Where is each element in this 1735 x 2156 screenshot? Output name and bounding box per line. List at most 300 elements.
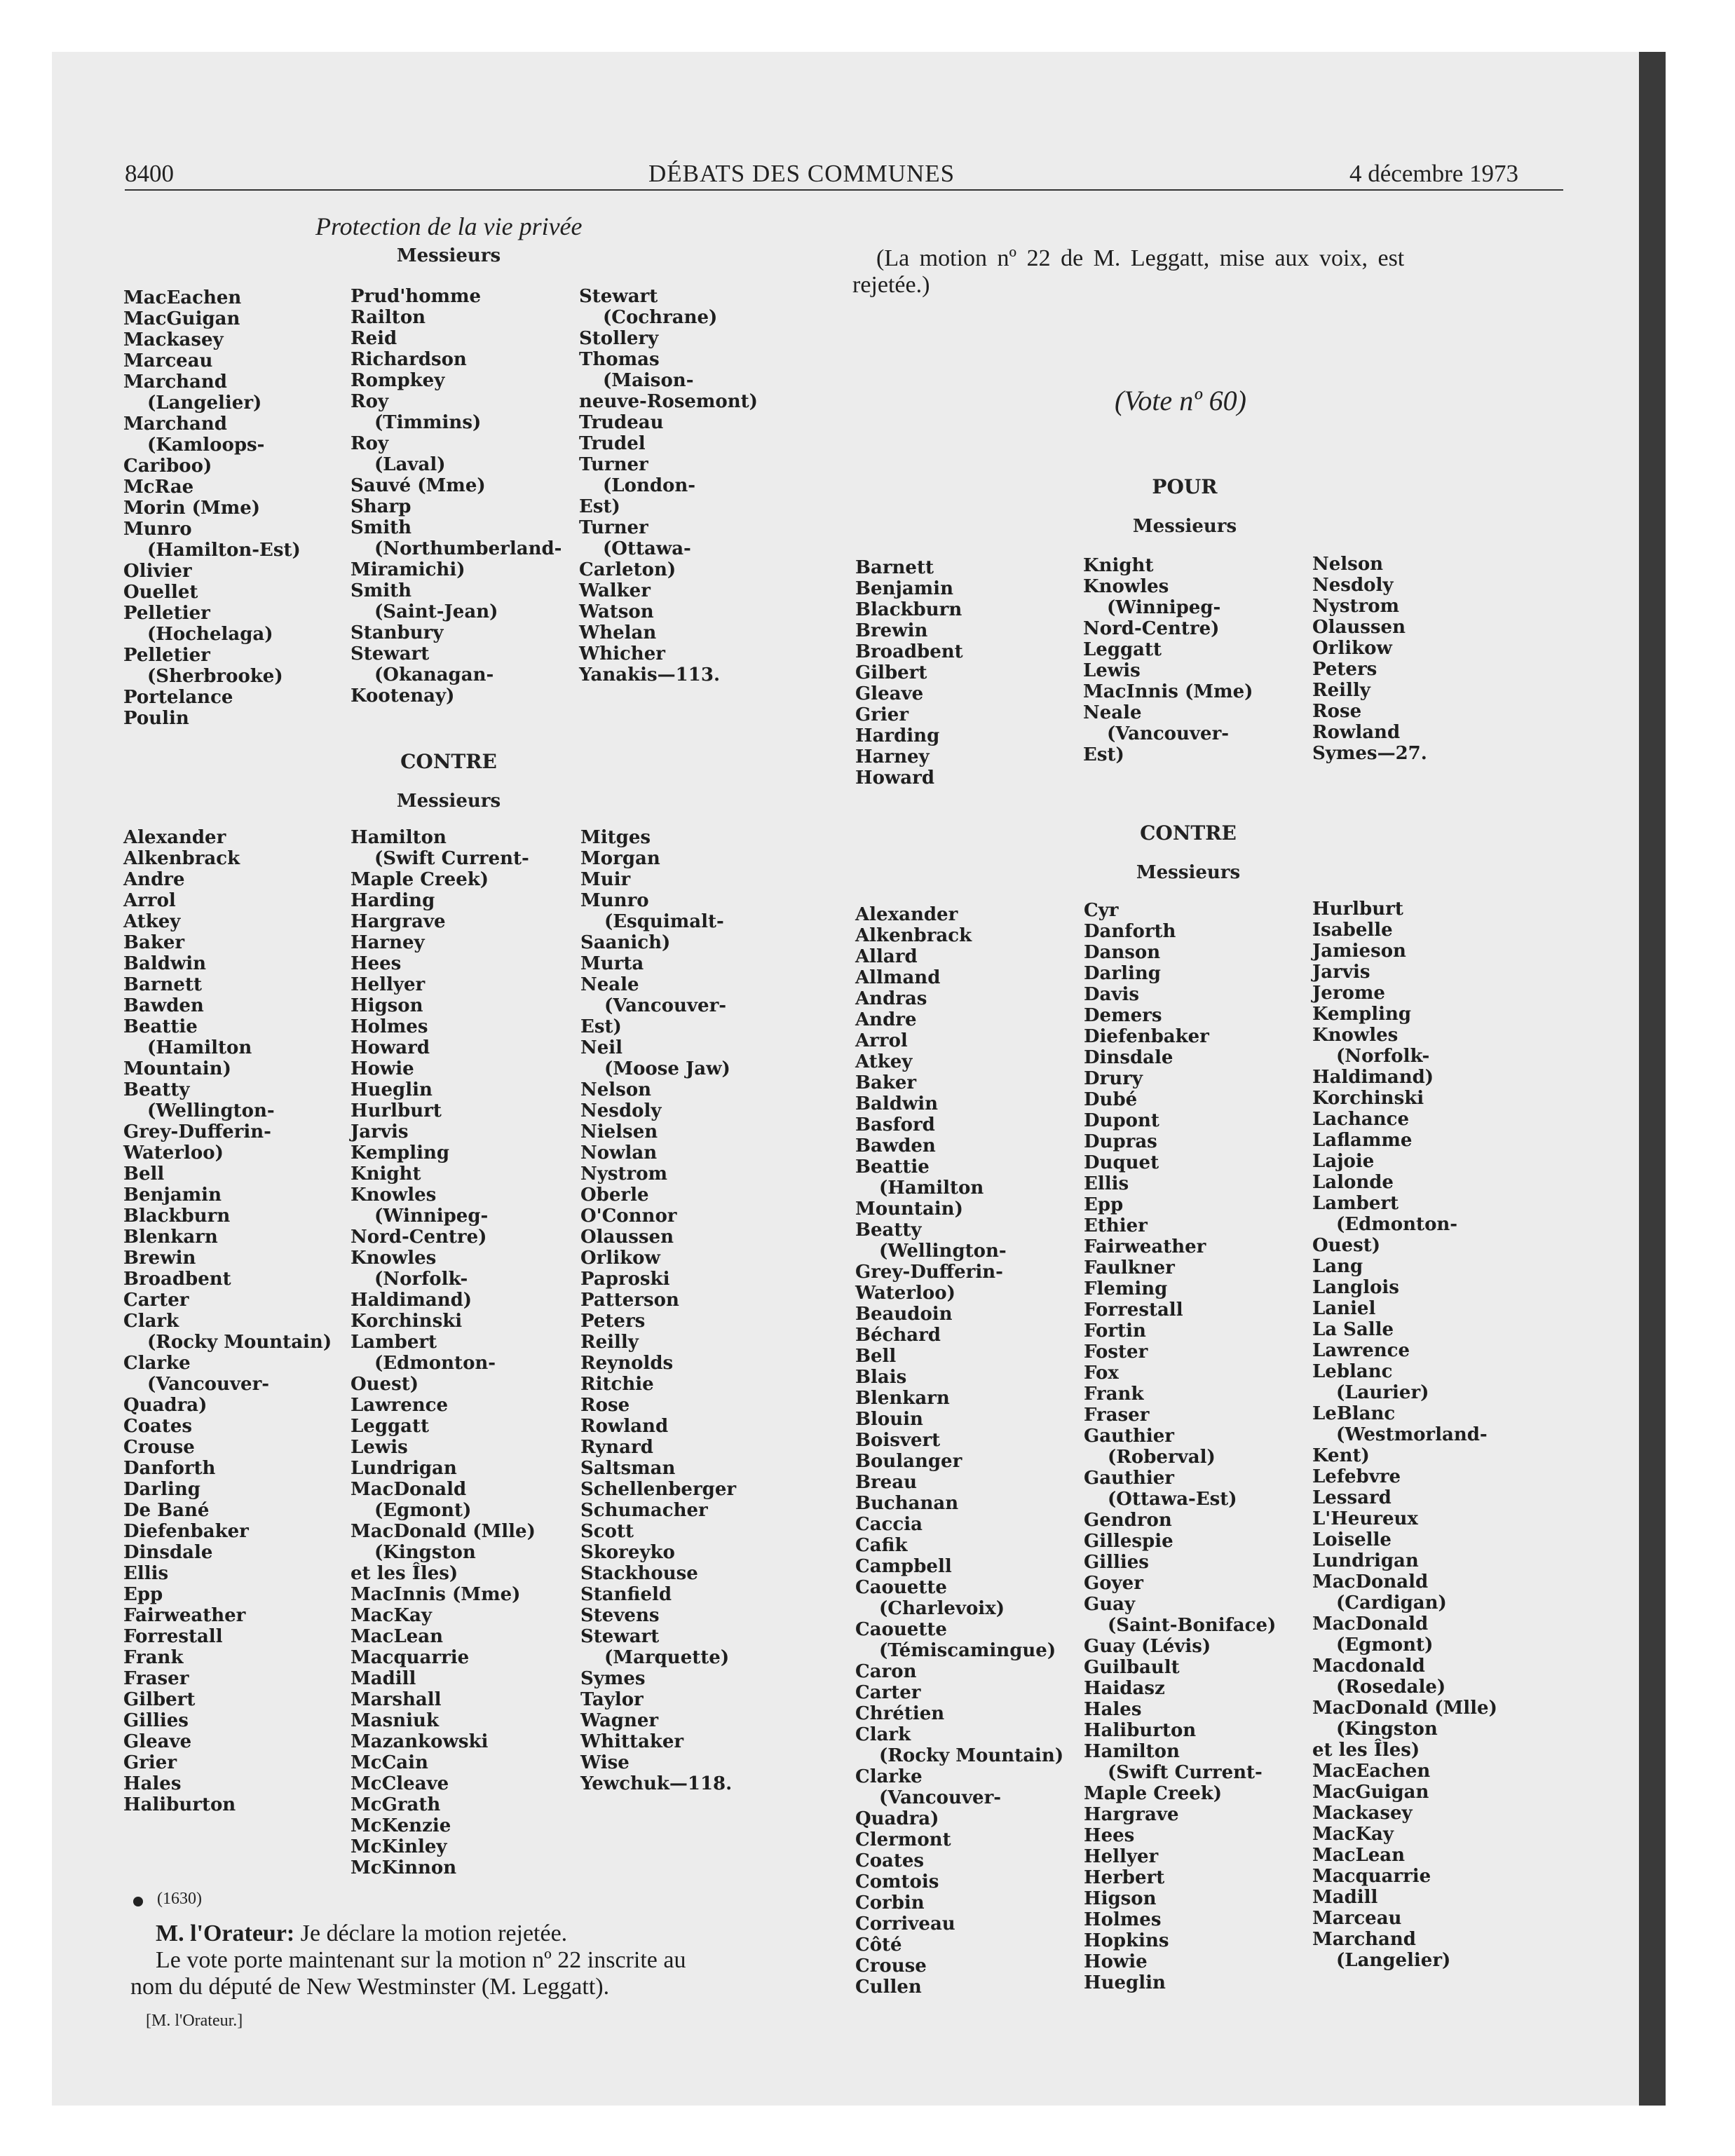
member-name: Stewart: [351, 643, 430, 664]
riding-label: (Roberval): [1108, 1447, 1216, 1468]
member-name: MacDonald: [1312, 1571, 1429, 1592]
member-name: Goyer: [1084, 1573, 1143, 1594]
member-name: Ouest): [351, 1374, 419, 1395]
member-name: Gillies: [123, 1710, 189, 1731]
member-name: Nelson: [1312, 554, 1384, 575]
member-name: Holmes: [1084, 1909, 1162, 1930]
member-name: Maple Creek): [351, 869, 489, 890]
riding-label: (Ottawa-Est): [1108, 1489, 1237, 1510]
member-name: Nord-Centre): [1083, 618, 1220, 639]
page-date: 4 décembre 1973: [1349, 160, 1519, 187]
right-contre-col2: [1084, 900, 1276, 1993]
member-name: Nelson: [580, 1079, 652, 1100]
member-name: Richardson: [351, 349, 467, 370]
riding-label: (Sherbrooke): [147, 666, 283, 687]
member-name: Carleton): [579, 559, 676, 580]
member-name: Barnett: [123, 974, 202, 995]
riding-label: (Wellington-: [879, 1241, 1007, 1262]
member-name: Grier: [123, 1752, 177, 1773]
time-marker: (1630): [157, 1890, 202, 1908]
member-name: Stanfield: [580, 1584, 672, 1605]
riding-label: (Cardigan): [1336, 1592, 1447, 1613]
member-name: Madill: [351, 1668, 416, 1689]
member-name: McRae: [123, 477, 194, 498]
member-name: Roy: [351, 391, 389, 412]
member-name: Haldimand): [1312, 1067, 1434, 1088]
member-name: Danforth: [123, 1458, 216, 1479]
member-name: Dubé: [1084, 1089, 1138, 1110]
member-name: Symes—27.: [1312, 743, 1427, 764]
riding-label: (Egmont): [374, 1500, 472, 1521]
member-name: Jamieson: [1312, 941, 1406, 962]
member-name: Marchand: [123, 414, 227, 435]
member-name: Nielsen: [580, 1121, 658, 1142]
member-name: Carter: [855, 1682, 921, 1703]
riding-label: (Vancouver-: [1107, 723, 1230, 744]
member-name: Clark: [123, 1311, 179, 1332]
member-name: Gilbert: [855, 662, 927, 683]
member-name: Higson: [351, 995, 423, 1016]
member-name: Peters: [580, 1311, 646, 1332]
member-name: Rowland: [580, 1416, 669, 1437]
member-name: Clark: [855, 1724, 911, 1745]
member-name: Waterloo): [855, 1283, 955, 1304]
member-name: Est): [1083, 744, 1124, 765]
member-name: Bell: [855, 1346, 897, 1367]
member-name: Howard: [855, 767, 935, 789]
member-name: Portelance: [123, 687, 233, 708]
member-name: MacLean: [1312, 1845, 1406, 1866]
member-name: Crouse: [855, 1956, 927, 1977]
member-name: Coates: [123, 1416, 193, 1437]
member-name: Pelletier: [123, 645, 210, 666]
riding-label: (Norfolk-: [374, 1269, 468, 1290]
member-name: Ethier: [1084, 1215, 1148, 1236]
member-name: Loiselle: [1312, 1529, 1392, 1550]
member-name: Whelan: [579, 622, 657, 643]
member-name: Holmes: [351, 1016, 428, 1037]
riding-label: (Marquette): [604, 1647, 730, 1668]
riding-label: (Hamilton: [879, 1178, 984, 1199]
member-name: Caouette: [855, 1577, 947, 1598]
member-name: Trudel: [579, 433, 646, 454]
riding-label: (Ottawa-: [603, 538, 691, 559]
member-name: Kempling: [351, 1142, 450, 1164]
member-name: Arrol: [123, 890, 176, 911]
member-name: MacDonald: [351, 1479, 467, 1500]
riding-label: (Okanagan-: [374, 664, 494, 685]
member-name: Marceau: [1312, 1908, 1402, 1929]
left-contre-col1: [123, 827, 332, 1815]
member-name: Duquet: [1084, 1152, 1159, 1173]
member-name: Baldwin: [123, 953, 207, 974]
member-name: Munro: [123, 519, 192, 540]
member-name: Brewin: [855, 620, 928, 641]
member-name: MacInnis (Mme): [351, 1584, 521, 1605]
member-name: Roy: [351, 433, 389, 454]
riding-label: (Northumberland-: [374, 538, 562, 559]
member-name: Yanakis—113.: [579, 664, 720, 685]
member-name: Rose: [1312, 701, 1362, 722]
riding-label: (Edmonton-: [1336, 1214, 1458, 1235]
member-name: Basford: [855, 1114, 935, 1135]
member-name: Gauthier: [1084, 1426, 1174, 1447]
member-name: Corriveau: [855, 1913, 955, 1935]
member-name: Demers: [1084, 1005, 1162, 1026]
member-name: Foster: [1084, 1342, 1148, 1363]
member-name: Isabelle: [1312, 920, 1393, 941]
riding-label: (Langelier): [147, 393, 262, 414]
member-name: Bell: [123, 1164, 165, 1185]
member-name: Nesdoly: [580, 1100, 662, 1121]
member-name: Est): [579, 496, 620, 517]
member-name: Stevens: [580, 1605, 660, 1626]
member-name: Hamilton: [351, 827, 447, 848]
member-name: Danson: [1084, 942, 1161, 963]
member-name: Quadra): [123, 1395, 207, 1416]
riding-label: (Vancouver-: [604, 995, 727, 1016]
member-name: Leggatt: [1083, 639, 1162, 660]
member-name: Stollery: [579, 328, 659, 349]
member-name: Rose: [580, 1395, 630, 1416]
member-name: Macdonald: [1312, 1656, 1425, 1677]
member-name: Béchard: [855, 1325, 941, 1346]
member-name: Ouellet: [123, 582, 198, 603]
riding-label: (Westmorland-: [1336, 1424, 1488, 1445]
member-name: Allmand: [855, 967, 941, 988]
member-name: Howie: [1084, 1951, 1148, 1972]
member-name: Haldimand): [351, 1290, 472, 1311]
member-name: Olivier: [123, 561, 192, 582]
member-name: Dupras: [1084, 1131, 1157, 1152]
member-name: Atkey: [123, 911, 181, 932]
left-contre-col3: [580, 827, 736, 1794]
member-name: Nystrom: [580, 1164, 668, 1185]
member-name: McKenzie: [351, 1815, 451, 1836]
motion-line2: rejetée.): [852, 272, 930, 298]
riding-label: (Winnipeg-: [1107, 597, 1221, 618]
member-name: Jarvis: [351, 1121, 409, 1142]
member-name: Nord-Centre): [351, 1227, 487, 1248]
member-name: Munro: [580, 890, 649, 911]
member-name: Peters: [1312, 659, 1377, 680]
member-name: Smith: [351, 517, 412, 538]
member-name: Andras: [855, 988, 927, 1009]
riding-label: (Saint-Jean): [374, 601, 498, 622]
member-name: Smith: [351, 580, 412, 601]
member-name: Guay: [1084, 1594, 1136, 1615]
member-name: Lawrence: [1312, 1340, 1410, 1361]
riding-label: (Langelier): [1336, 1950, 1451, 1971]
member-name: Hurlburt: [1312, 899, 1403, 920]
member-name: Drury: [1084, 1068, 1143, 1089]
member-name: Marchand: [1312, 1929, 1416, 1950]
member-name: McKinnon: [351, 1857, 457, 1878]
member-name: Lessard: [1312, 1487, 1392, 1508]
member-name: Cariboo): [123, 456, 212, 477]
riding-label: (Laurier): [1336, 1382, 1429, 1403]
left-pour-col3: [579, 286, 758, 685]
member-name: Haliburton: [1084, 1720, 1197, 1741]
riding-label: (Laval): [374, 454, 446, 475]
member-name: MacKay: [351, 1605, 433, 1626]
page-number: 8400: [125, 160, 174, 187]
member-name: Saltsman: [580, 1458, 676, 1479]
member-name: et les Îles): [351, 1563, 458, 1584]
member-name: Hellyer: [1084, 1846, 1159, 1867]
member-name: Lawrence: [351, 1395, 449, 1416]
member-name: Darling: [123, 1479, 200, 1500]
member-name: Wagner: [580, 1710, 659, 1731]
riding-label: (Charlevoix): [879, 1598, 1005, 1619]
member-name: Grier: [855, 704, 909, 725]
member-name: Murta: [580, 953, 644, 974]
member-name: Oberle: [580, 1185, 649, 1206]
member-name: Haidasz: [1084, 1678, 1165, 1699]
member-name: Hueglin: [1084, 1972, 1166, 1993]
member-name: Allard: [855, 946, 918, 967]
member-name: Marceau: [123, 350, 213, 371]
riding-label: (Esquimalt-: [604, 911, 724, 932]
member-name: Laniel: [1312, 1298, 1376, 1319]
right-pour-col1: [855, 557, 963, 789]
binding-edge: [1639, 52, 1666, 2106]
member-name: Côté: [855, 1935, 902, 1956]
member-name: Blais: [855, 1367, 907, 1388]
vote-paragraph-line2: nom du député de New Westminster (M. Leggatt).: [130, 1974, 610, 2000]
member-name: Maple Creek): [1084, 1783, 1223, 1804]
member-name: Lalonde: [1312, 1172, 1394, 1193]
member-name: Fraser: [1084, 1405, 1150, 1426]
left-pour-col2: [351, 286, 562, 707]
left-pour-messieurs: Messieurs: [396, 245, 501, 266]
member-name: Prud'homme: [351, 286, 482, 307]
member-name: Blouin: [855, 1409, 923, 1430]
member-name: Crouse: [123, 1437, 195, 1458]
member-name: Taylor: [580, 1689, 644, 1710]
member-name: Reid: [351, 328, 397, 349]
member-name: Blackburn: [123, 1206, 231, 1227]
member-name: Forrestall: [1084, 1299, 1183, 1321]
member-name: Broadbent: [123, 1269, 231, 1290]
riding-label: (Hamilton-Est): [147, 540, 301, 561]
member-name: Macquarrie: [351, 1647, 470, 1668]
member-name: Jarvis: [1312, 962, 1370, 983]
member-name: Nesdoly: [1312, 575, 1394, 596]
member-name: Lefebvre: [1312, 1466, 1401, 1487]
member-name: Skoreyko: [580, 1542, 675, 1563]
riding-label: (Norfolk-: [1336, 1046, 1430, 1067]
member-name: Jerome: [1312, 983, 1385, 1004]
riding-label: (Vancouver-: [879, 1787, 1002, 1808]
member-name: Alexander: [123, 827, 226, 848]
member-name: Fortin: [1084, 1321, 1146, 1342]
member-name: Muir: [580, 869, 631, 890]
member-name: Hargrave: [351, 911, 446, 932]
member-name: Lambert: [351, 1332, 437, 1353]
speaker-text: Je déclare la motion rejetée.: [294, 1920, 568, 1946]
riding-label: (Swift Current-: [374, 848, 529, 869]
member-name: MacGuigan: [1312, 1782, 1429, 1803]
member-name: Sharp: [351, 496, 411, 517]
member-name: Fraser: [123, 1668, 189, 1689]
member-name: Alkenbrack: [855, 925, 972, 946]
member-name: Cyr: [1084, 900, 1119, 921]
member-name: Yewchuk—118.: [580, 1773, 733, 1794]
member-name: Saanich): [580, 932, 671, 953]
riding-label: (Kamloops-: [147, 435, 265, 456]
member-name: Est): [580, 1016, 622, 1037]
member-name: Turner: [579, 454, 648, 475]
member-name: Gleave: [855, 683, 924, 704]
member-name: Marshall: [351, 1689, 442, 1710]
member-name: Kootenay): [351, 685, 455, 707]
riding-label: (Hochelaga): [147, 624, 273, 645]
member-name: Trudeau: [579, 412, 664, 433]
member-name: Blenkarn: [855, 1388, 950, 1409]
member-name: Reilly: [580, 1332, 639, 1353]
member-name: Olaussen: [580, 1227, 674, 1248]
member-name: Haliburton: [123, 1794, 236, 1815]
member-name: Macquarrie: [1312, 1866, 1431, 1887]
member-name: Scott: [580, 1521, 634, 1542]
member-name: MacDonald (Mlle): [1312, 1698, 1497, 1719]
member-name: Marchand: [123, 371, 227, 393]
member-name: Campbell: [855, 1556, 952, 1577]
member-name: Beatty: [123, 1079, 190, 1100]
speaker-name: M. l'Orateur:: [156, 1920, 295, 1946]
member-name: Morin (Mme): [123, 498, 261, 519]
right-contre-col1: [855, 904, 1063, 1998]
member-name: Ellis: [1084, 1173, 1129, 1194]
member-name: Fox: [1084, 1363, 1119, 1384]
member-name: Schellenberger: [580, 1479, 737, 1500]
member-name: Symes: [580, 1668, 646, 1689]
member-name: Pelletier: [123, 603, 210, 624]
vote-paragraph-line1: Le vote porte maintenant sur la motion nº 22 inscrite au: [156, 1947, 686, 1973]
member-name: Korchinski: [1312, 1088, 1424, 1109]
bullet-icon: [133, 1897, 143, 1906]
right-pour-col3: [1312, 554, 1427, 764]
member-name: Leggatt: [351, 1416, 430, 1437]
member-name: Carter: [123, 1290, 189, 1311]
member-name: Orlikow: [580, 1248, 660, 1269]
member-name: Clarke: [123, 1353, 191, 1374]
member-name: Mazankowski: [351, 1731, 489, 1752]
member-name: Poulin: [123, 708, 189, 729]
member-name: Knowles: [351, 1185, 437, 1206]
left-contre-messieurs: Messieurs: [396, 791, 501, 812]
riding-label: (Vancouver-: [147, 1374, 270, 1395]
riding-label: (London-: [603, 475, 696, 496]
member-name: Stewart: [579, 286, 658, 307]
riding-label: (Maison-: [603, 370, 694, 391]
member-name: Buchanan: [855, 1493, 959, 1514]
member-name: Hopkins: [1084, 1930, 1169, 1951]
left-contre-label: CONTRE: [400, 750, 497, 773]
member-name: MacDonald (Mlle): [351, 1521, 536, 1542]
member-name: Beatty: [855, 1220, 922, 1241]
riding-label: (Rocky Mountain): [879, 1745, 1064, 1766]
member-name: Ouest): [1312, 1235, 1381, 1256]
speaker-line: [156, 1920, 567, 1947]
member-name: et les Îles): [1312, 1740, 1420, 1761]
member-name: Gleave: [123, 1731, 192, 1752]
member-name: Masniuk: [351, 1710, 439, 1731]
member-name: Mountain): [855, 1199, 963, 1220]
riding-label: (Timmins): [374, 412, 482, 433]
member-name: Lundrigan: [1312, 1550, 1419, 1571]
member-name: Blenkarn: [123, 1227, 218, 1248]
member-name: Caron: [855, 1661, 917, 1682]
member-name: Stackhouse: [580, 1563, 698, 1584]
member-name: Harding: [855, 725, 940, 746]
member-name: Waterloo): [123, 1142, 224, 1164]
member-name: MacGuigan: [123, 308, 240, 329]
member-name: Quadra): [855, 1808, 939, 1829]
member-name: Mackasey: [1312, 1803, 1413, 1824]
member-name: Laflamme: [1312, 1130, 1413, 1151]
member-name: Turner: [579, 517, 648, 538]
member-name: Andre: [123, 869, 185, 890]
member-name: Darling: [1084, 963, 1161, 984]
member-name: MacKay: [1312, 1824, 1394, 1845]
member-name: La Salle: [1312, 1319, 1394, 1340]
member-name: Lambert: [1312, 1193, 1399, 1214]
member-name: Guay (Lévis): [1084, 1636, 1211, 1657]
member-name: Paproski: [580, 1269, 670, 1290]
vote-title: (Vote nº 60): [1115, 385, 1246, 416]
member-name: Olaussen: [1312, 617, 1406, 638]
riding-label: (Rocky Mountain): [147, 1332, 332, 1353]
member-name: Rynard: [580, 1437, 653, 1458]
riding-label: (Hamilton: [147, 1037, 252, 1058]
member-name: Walker: [579, 580, 651, 601]
riding-label: (Moose Jaw): [604, 1058, 730, 1079]
member-name: Hellyer: [351, 974, 426, 995]
header-rule: [125, 189, 1563, 191]
member-name: Gillespie: [1084, 1531, 1173, 1552]
member-name: Clermont: [855, 1829, 951, 1850]
member-name: Nystrom: [1312, 596, 1400, 617]
member-name: Knight: [1083, 555, 1154, 576]
member-name: Lundrigan: [351, 1458, 457, 1479]
member-name: Knowles: [1312, 1025, 1399, 1046]
member-name: Watson: [579, 601, 654, 622]
member-name: Mountain): [123, 1058, 231, 1079]
member-name: Gillies: [1084, 1552, 1149, 1573]
member-name: Lewis: [1083, 660, 1141, 681]
member-name: Kent): [1312, 1445, 1370, 1466]
member-name: Atkey: [855, 1051, 913, 1072]
left-contre-col2: [351, 827, 536, 1878]
member-name: Sauvé (Mme): [351, 475, 486, 496]
member-name: Broadbent: [855, 641, 963, 662]
page-header-title: DÉBATS DES COMMUNES: [648, 160, 955, 187]
member-name: Breau: [855, 1472, 917, 1493]
member-name: Knight: [351, 1164, 421, 1185]
member-name: De Bané: [123, 1500, 210, 1521]
member-name: Howard: [351, 1037, 430, 1058]
riding-label: (Egmont): [1336, 1635, 1434, 1656]
member-name: Beaudoin: [855, 1304, 953, 1325]
member-name: Leblanc: [1312, 1361, 1393, 1382]
member-name: Frank: [1084, 1384, 1144, 1405]
member-name: Hurlburt: [351, 1100, 442, 1121]
member-name: Danforth: [1084, 921, 1176, 942]
right-pour-messieurs: Messieurs: [1132, 516, 1237, 537]
member-name: Patterson: [580, 1290, 679, 1311]
